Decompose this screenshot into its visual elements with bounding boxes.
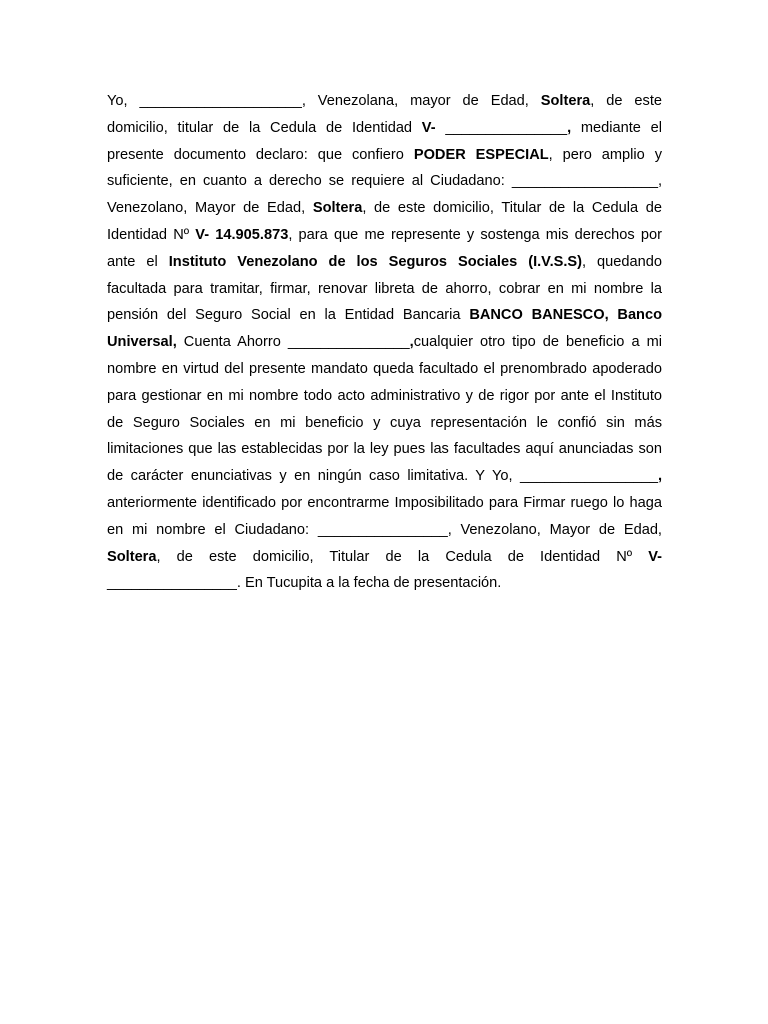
institution-name-text: Instituto Venezolano de los Seguros Sociales (I.V.S.S): [168, 253, 583, 270]
text-segment: mediante el presente documento declaro: que confiero: [107, 119, 663, 163]
text-segment: , pero amplio y suficiente, en cuanto a derecho se requiere al Ciudadano: __________________, Venezolano, Mayor de Edad,: [107, 146, 662, 217]
text-segment: Yo, ____________________, Venezolana, mayor de Edad,: [107, 93, 541, 109]
id-number-text: V- 14.905.873: [195, 226, 289, 243]
text-segment: , de este domicilio, titular de la Cedula de Identidad: [107, 93, 662, 136]
civil-status-text: Soltera: [107, 548, 157, 565]
comma-text: ,: [657, 468, 662, 485]
text-segment: anteriormente identificado por encontrarme Imposibilitado para Firmar ruego lo haga en mi nombre el Ciudadano: ________________, Venezolano, Mayor de Edad,: [107, 494, 662, 538]
poder-especial-text: PODER ESPECIAL: [413, 146, 549, 163]
poder-especial-paragraph: [107, 88, 662, 597]
text-segment: cualquier otro tipo de beneficio a mi nombre en virtud del presente mandato queda facultado el prenombrado apoderado para gestionar en mi nombre todo acto administrativo y de rigor por ante el Instituto de Seguro Sociales en mi beneficio y cuya representación le confió sin más limitaciones que las establecidas por la ley pues las facultades aquí anunciadas son de carácter enunciativas y en ningún caso limitativa. Y Yo, _________________: [107, 334, 662, 485]
text-segment: , de este domicilio, Titular de la Cedula de Identidad Nº: [156, 548, 649, 565]
id-blank-text: _______________: [445, 119, 568, 136]
text-segment: ________________. En Tucupita a la fecha de presentación.: [107, 575, 502, 592]
id-prefix-text: V-: [421, 119, 446, 136]
comma-text: ,: [567, 119, 572, 136]
comma-text: ,: [409, 334, 414, 351]
text-segment: , quedando facultada para tramitar, firmar, renovar libreta de ahorro, cobrar en mi nombre la pensión del Seguro Social en la Entidad Bancaria: [107, 253, 662, 324]
civil-status-text: Soltera: [540, 93, 591, 109]
bank-name-text: BANCO BANESCO, Banco Universal,: [107, 307, 663, 351]
text-segment: Cuenta Ahorro _______________: [176, 334, 410, 351]
civil-status-text: Soltera: [312, 200, 363, 217]
id-prefix-text: V-: [648, 548, 662, 565]
text-segment: , para que me represente y sostenga mis derechos por ante el: [107, 226, 662, 270]
text-segment: , de este domicilio, Titular de la Cedula de Identidad Nº: [107, 200, 662, 243]
